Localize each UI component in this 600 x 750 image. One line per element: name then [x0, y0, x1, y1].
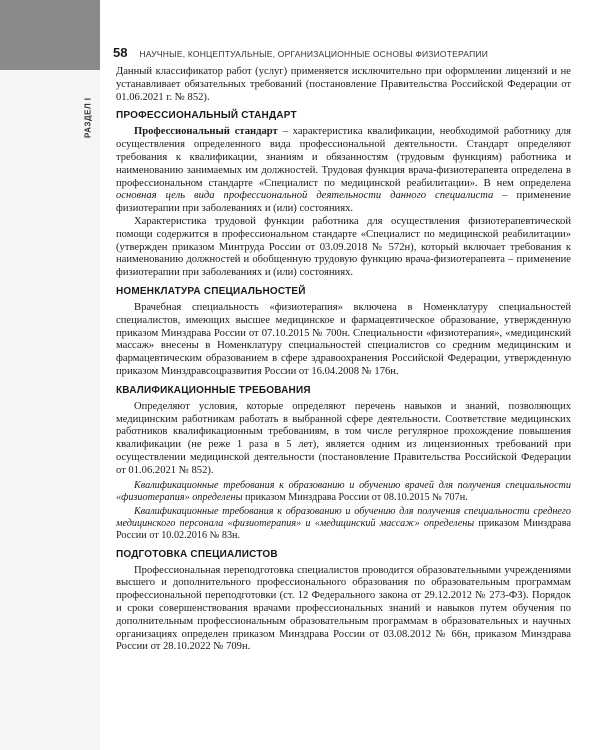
heading-prof-standard: ПРОФЕССИОНАЛЬНЫЙ СТАНДАРТ	[116, 110, 297, 122]
qualification-paragraph-3	[116, 506, 571, 543]
page-content	[116, 66, 571, 654]
prof-standard-paragraph-1	[116, 126, 571, 216]
heading-training: ПОДГОТОВКА СПЕЦИАЛИСТОВ	[116, 548, 278, 560]
page-number: 58	[113, 45, 128, 60]
training-paragraph: Профессиональная переподготовка специалистов проводится образовательными учреждениями высшего и дополнительного профессионального образования по образовательным программам профессиональной переподготовки (ст. 12 Федерального закона от 29.12.2012 № 273-ФЗ). Порядок и сроки совершенствования врачами профессиональных знаний и навыков путем обучения по дополнительным профессиональным образовательным программам в образовательных и научных организациях определен приказом Минздрава России от 03.08.2012 № 66н, приказом Минздрава России от 28.10.2022 № 709н.	[116, 564, 571, 653]
heading-qualification: КВАЛИФИКАЦИОННЫЕ ТРЕБОВАНИЯ	[116, 384, 311, 396]
prof-standard-paragraph-2: Характеристика трудовой функции работника для осуществления физиотерапевтической помощи содержится в профессиональном стандарте «Специалист по медицинской реабилитации» (утвержден приказом Минтруда России от 03.09.2018 № 572н), который включает требования к наименованию должностей и обобщенную трудовую функцию врача-физиотерапевта – применение физиотерапии при заболеваниях и (или) состояниях.	[116, 215, 571, 279]
heading-nomenclature: НОМЕНКЛАТУРА СПЕЦИАЛЬНОСТЕЙ	[116, 285, 306, 297]
prof-standard-italic: основная цель вида профессиональной деятельности данного специалиста	[116, 190, 494, 202]
prof-standard-term: Профессиональный стандарт	[134, 126, 278, 138]
prof-standard-text: – характеристика квалификации, необходимой работнику для осуществления определенного вида профессиональной деятельности. Стандарт определяют требования к квалификации, знаниям и обязанностям (трудовым функциям) работника и наименованию занимаемых им должностей. Трудовая функция врача-физиотерапевта определена в профессиональном стандарте «Специалист по медицинской реабилитации». В нем определена	[116, 126, 571, 189]
qualification-p3-italic: Квалификационные требования к образованию и обучению для получения специальности среднего медицинского персонала «физиотерапия» и «медицинский массаж» определены	[116, 505, 571, 530]
qualification-p2-end: приказом Минздрава России от 08.10.2015 № 707н.	[242, 491, 468, 503]
section-tab-label: РАЗДЕЛ I	[83, 97, 93, 139]
running-title: НАУЧНЫЕ, КОНЦЕПТУАЛЬНЫЕ, ОРГАНИЗАЦИОННЫЕ ОСНОВЫ ФИЗИОТЕРАПИИ	[139, 49, 489, 59]
qualification-paragraph-1: Определяют условия, которые определяют перечень навыков и знаний, позволяющих медицинским работникам работать в выбранной сфере деятельности. Соответствие медицинских работников квалификационным требованиям, в том числе регулярное прохождение повышения квалификации (не реже 1 раза в 5 лет), является одним из лицензионных требований при осуществлении медицинской деятельности (постановление Правительства Российской Федерации от 01.06.2021 № 852).	[116, 400, 571, 476]
intro-paragraph: Данный классификатор работ (услуг) применяется исключительно при оформлении лицензий и не устанавливает обязательных требований (постановление Правительства Российской Федерации от 01.06.2021 г. № 852).	[116, 66, 571, 103]
qualification-p2-italic: Квалификационные требования к образованию и обучению врачей для получения специальности «физиотерапия» определены	[116, 479, 571, 503]
qualification-paragraph-2	[116, 480, 571, 504]
side-tab-dark-bar	[0, 0, 100, 70]
page-header	[113, 45, 573, 63]
nomenclature-paragraph: Врачебная специальность «физиотерапия» включена в Номенклатуру специальностей специалистов, имеющих высшее медицинское и фармацевтическое образование, утвержденную приказом Минздрава России от 07.10.2015 № 700н. Специальности «физиотерапия», «медицинский массаж» внесены в Номенклатуру специальностей специалистов со средним медицинским и фармацевтическим образованием в сфере здравоохранения Российской Федерации, утвержденную приказом Минздравсоцразвития России от 16.04.2008 № 176н.	[116, 301, 571, 377]
qualification-p3-end: приказом Минздрава России от 10.02.2016 № 83н.	[116, 518, 571, 542]
prof-standard-end: – применение физиотерапии при заболеваниях и (или) состояниях.	[116, 190, 571, 215]
